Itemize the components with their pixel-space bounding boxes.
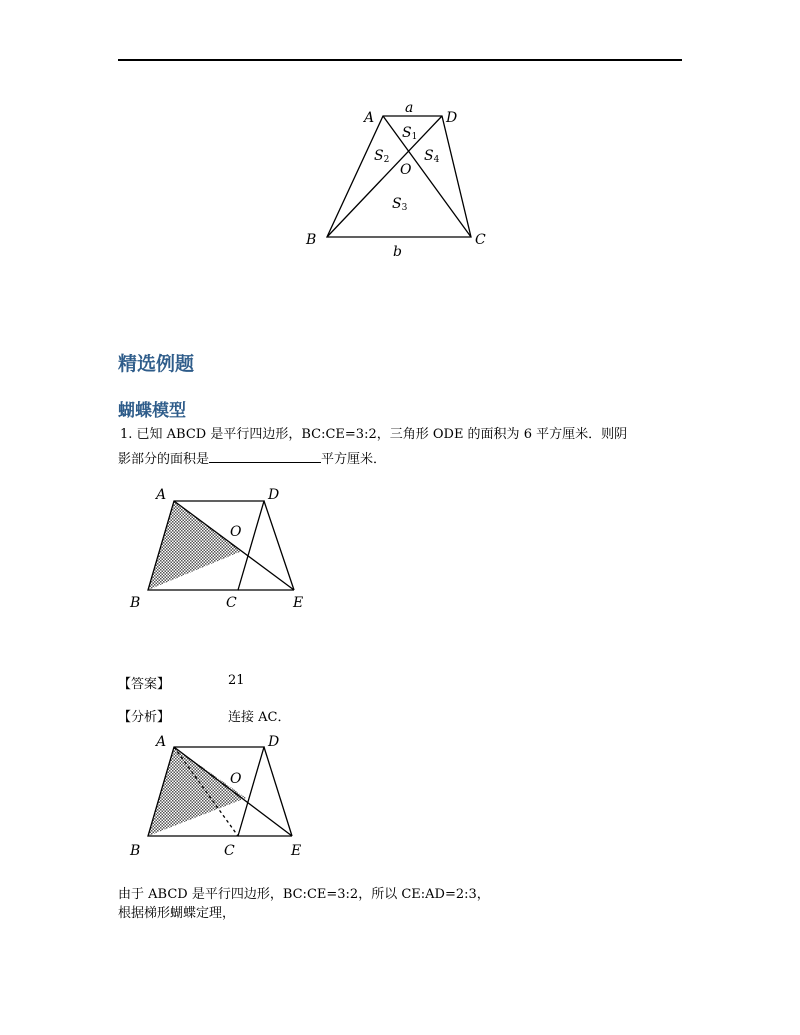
answer-value: 21: [228, 673, 245, 688]
subsection-title: 蝴蝶模型: [118, 401, 186, 421]
label-B: B: [306, 232, 317, 248]
header-rule: [118, 59, 682, 61]
section-title: 精选例题: [118, 353, 195, 375]
analysis-text: 连接 AC．: [228, 710, 291, 725]
solution-line-2: 根据梯形蝴蝶定理，: [118, 906, 236, 921]
label-S3: S3: [392, 196, 408, 213]
problem-line-2-prefix: 影部分的面积是: [118, 452, 210, 467]
fig2-label-O: O: [230, 771, 242, 787]
label-O: O: [400, 162, 412, 178]
fig2-label-A: A: [156, 734, 167, 750]
label-S4: S4: [424, 148, 440, 165]
answer-label: 【答案】: [118, 677, 171, 692]
analysis-label: 【分析】: [118, 710, 171, 725]
fig1-label-O: O: [230, 524, 242, 540]
parallelogram-figure: [118, 482, 328, 614]
label-D: D: [446, 110, 458, 126]
label-C: C: [475, 232, 486, 248]
fig1-label-A: A: [156, 487, 167, 503]
fig1-label-B: B: [130, 595, 141, 611]
fig2-label-C: C: [224, 843, 235, 859]
fig2-label-E: E: [291, 843, 302, 859]
fig1-label-E: E: [293, 595, 304, 611]
fig2-label-B: B: [130, 843, 141, 859]
fig1-label-C: C: [226, 595, 237, 611]
label-a: a: [405, 100, 414, 116]
parallelogram-analysis-figure: [118, 728, 328, 862]
problem-line-2-suffix: 平方厘米．: [321, 452, 387, 467]
solution-line-1: 由于 ABCD 是平行四边形，BC:CE=3:2，所以 CE:AD=2:3，: [118, 887, 490, 902]
label-A: A: [364, 110, 375, 126]
fig1-label-D: D: [268, 487, 280, 503]
label-S1: S1: [402, 125, 418, 142]
problem-line-1: 1. 已知 ABCD 是平行四边形，BC:CE=3:2，三角形 ODE 的面积为 6 平方厘米．则阴: [120, 427, 628, 442]
fig2-label-D: D: [268, 734, 280, 750]
answer-blank: [209, 449, 321, 463]
problem-line-2: [118, 449, 386, 470]
label-S2: S2: [374, 148, 390, 165]
trapezoid-butterfly-figure: [300, 92, 500, 262]
label-b: b: [393, 244, 402, 260]
